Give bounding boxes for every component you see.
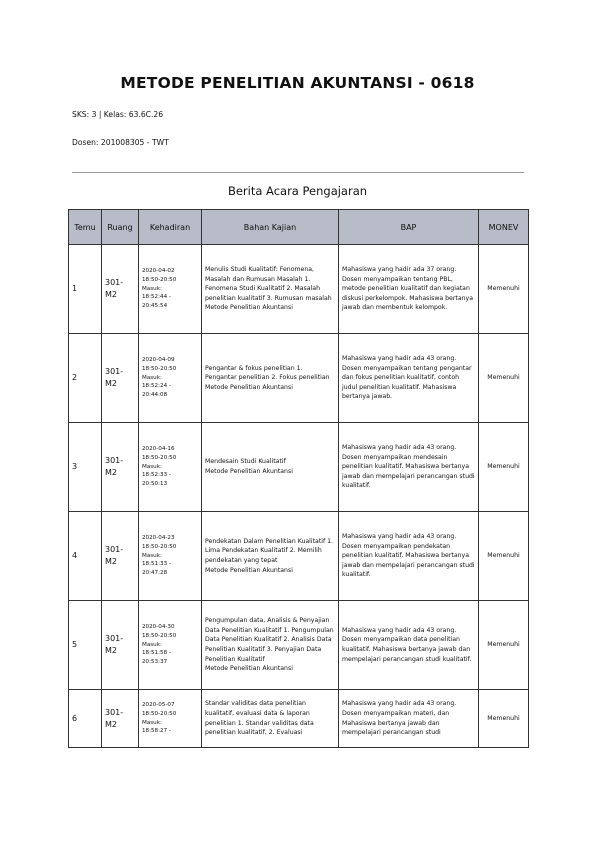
sks-class-info: SKS: 3 | Kelas: 63.6C.26 <box>72 110 164 119</box>
section-title: Berita Acara Pengajaran <box>227 184 368 198</box>
cell-bahan-kajian: Pengantar & fokus penelitian 1. Pengantar penelitian 2. Fokus penelitian Metode Penelitian Akuntansi <box>202 334 339 423</box>
cell-monev: Memenuhi <box>479 423 529 512</box>
cell-temu: 4 <box>69 512 102 601</box>
header-kehadiran: Kehadiran <box>139 210 202 245</box>
cell-monev: Memenuhi <box>479 245 529 334</box>
cell-ruang: 301- M2 <box>102 423 139 512</box>
cell-temu: 1 <box>69 245 102 334</box>
cell-temu: 2 <box>69 334 102 423</box>
cell-ruang: 301- M2 <box>102 512 139 601</box>
table-row <box>69 512 529 601</box>
cell-monev: Memenuhi <box>479 601 529 690</box>
table-row <box>69 245 529 334</box>
cell-bap: Mahasiswa yang hadir ada 43 orang. Dosen menyampaikan tentang pengantar dan fokus penelitian kualitatif, contoh judul penelitian kualitatif. Mahasiswa bertanya jawab. <box>339 334 479 423</box>
header-bap: BAP <box>339 210 479 245</box>
cell-monev: Memenuhi <box>479 690 529 748</box>
header-ruang: Ruang <box>102 210 139 245</box>
cell-monev: Memenuhi <box>479 334 529 423</box>
cell-temu: 5 <box>69 601 102 690</box>
cell-bahan-kajian: Standar validitas data penelitian kualitatif, evaluasi data & laporan penelitian 1. Standar validitas data penelitian kualitatif, 2. Evaluasi <box>202 690 339 748</box>
cell-bahan-kajian: Pengumpulan data, Analisis & Penyajian Data Penelitian Kualitatif 1. Pengumpulan Data Penelitian Kualitatif 2. Analisis Data Penelitian Kualitatif 3. Penyajian Data Penelitian Kualitatif Metode Penelitian Akuntansi <box>202 601 339 690</box>
cell-ruang: 301- M2 <box>102 334 139 423</box>
cell-kehadiran: 2020-05-07 18:50-20:50 Masuk: 18:58:27 - <box>139 690 202 748</box>
cell-bahan-kajian: Pendekatan Dalam Penelitian Kualitatif 1. Lima Pendekatan Kualitatif 2. Memilih pendekatan yang tepat Metode Penelitian Akuntansi <box>202 512 339 601</box>
table-row <box>69 601 529 690</box>
cell-temu: 6 <box>69 690 102 748</box>
cell-monev: Memenuhi <box>479 512 529 601</box>
cell-ruang: 301- M2 <box>102 245 139 334</box>
divider <box>72 172 524 173</box>
table-header-row <box>69 210 529 245</box>
cell-bap: Mahasiswa yang hadir ada 43 orang. Dosen menyampaikan mendesain penelitian kualitatif. Mahasiswa bertanya jawab dan mempelajari perancangan studi kualitatif. <box>339 423 479 512</box>
header-temu: Temu <box>69 210 102 245</box>
cell-ruang: 301- M2 <box>102 690 139 748</box>
cell-kehadiran: 2020-04-23 18:50-20:50 Masuk: 18:51:33 - 20:47:28 <box>139 512 202 601</box>
table-row <box>69 690 529 748</box>
teaching-report-table <box>68 209 529 748</box>
cell-bap: Mahasiswa yang hadir ada 37 orang. Dosen menyampaikan tentang PBL, metode penelitian kualitatif dan kegiatan diskusi perkelompok. Mahasiswa bertanya jawab dan membentuk kelompok. <box>339 245 479 334</box>
cell-bahan-kajian: Mendesain Studi Kualitatif Metode Penelitian Akuntansi <box>202 423 339 512</box>
cell-kehadiran: 2020-04-09 18:50-20:50 Masuk: 18:52:24 - 20:44:08 <box>139 334 202 423</box>
cell-bap: Mahasiswa yang hadir ada 43 orang. Dosen menyampaikan pendekatan penelitian kualitatif. Mahasiswa bertanya jawab dan mempelajari perancangan studi kualitatif. <box>339 512 479 601</box>
header-bahan-kajian: Bahan Kajian <box>202 210 339 245</box>
cell-temu: 3 <box>69 423 102 512</box>
cell-kehadiran: 2020-04-02 18:50-20:50 Masuk: 18:52:44 - 20:45:54 <box>139 245 202 334</box>
cell-bap: Mahasiswa yang hadir ada 43 orang. Dosen menyampaikan materi, dan Mahasiswa bertanya jawab dan mempelajari perancangan studi <box>339 690 479 748</box>
cell-ruang: 301- M2 <box>102 601 139 690</box>
page-title: METODE PENELITIAN AKUNTANSI - 0618 <box>120 74 475 92</box>
cell-bahan-kajian: Menulis Studi Kualitatif: Fenomena, Masalah dan Rumusan Masalah 1. Fenomena Studi Kualitatif 2. Masalah penelitian kualitatif 3. Rumusan masalah Metode Penelitian Akuntansi <box>202 245 339 334</box>
header-monev: MONEV <box>479 210 529 245</box>
table-row <box>69 423 529 512</box>
cell-kehadiran: 2020-04-30 18:50-20:50 Masuk: 18:51:58 - 20:53:37 <box>139 601 202 690</box>
table-row <box>69 334 529 423</box>
cell-kehadiran: 2020-04-16 18:50-20:50 Masuk: 18:52:33 - 20:50:13 <box>139 423 202 512</box>
cell-bap: Mahasiswa yang hadir ada 43 orang. Dosen menyampaikan data penelitian kualitatif. Mahasiswa bertanya jawab dan mempelajari perancangan studi kualitatif. <box>339 601 479 690</box>
lecturer-info: Dosen: 201008305 - TWT <box>72 138 169 147</box>
